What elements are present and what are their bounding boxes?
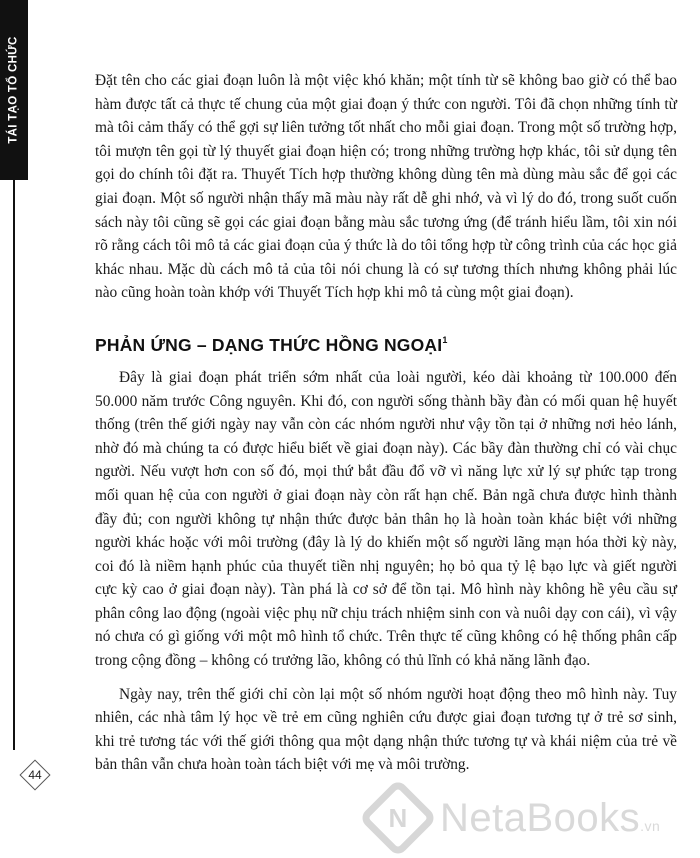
publisher-watermark	[362, 786, 697, 850]
section-heading-text: PHẢN ỨNG – DẠNG THỨC HỒNG NGOẠI	[95, 334, 443, 355]
page-number-badge	[20, 760, 50, 790]
body-paragraph-2: Ngày nay, trên thế giới chỉ còn lại một số nhóm người hoạt động theo mô hình này. Tuy nhiên, các nhà tâm lý học về trẻ em cũng nghiên cứu được giai đoạn tương tự ở trẻ sơ sinh, khi trẻ tương tác với thế giới thông qua một dạng nhận thức tương tự và khái niệm của trẻ về bản thân vẫn chưa hoàn toàn tách biệt với mẹ và môi trường.	[95, 685, 677, 774]
running-title	[0, 0, 28, 180]
intro-paragraph: Đặt tên cho các giai đoạn luôn là một việc khó khăn; một tính từ sẽ không bao giờ có thể bao hàm được tất cả thực tế chung của một giai đoạn ý thức con người. Tôi đã chọn những tính từ mà tôi cảm thấy có thể gợi sự liên tưởng tốt nhất cho mỗi giai đoạn. Trong một số trường hợp, tôi mượn tên gọi từ lý thuyết giai đoạn hiện có; trong những trường hợp khác, tôi sử dụng tên gọi do chính tôi đặt ra. Thuyết Tích hợp thường không dùng tên mà dùng màu sắc để gọi các giai đoạn. Một số người nhận thấy mã màu này rất dễ ghi nhớ, và vì lý do đó, trong suốt cuốn sách này tôi cũng sẽ gọi các giai đoạn bằng màu sắc tương ứng (để tránh hiểu lầm, tôi xin nói rõ rằng cách tôi mô tả các giai đoạn của ý thức là do tôi tổng hợp từ công trình của các học giả khác nhau. Mặc dù cách mô tả của tôi nói chung là có sự tương thích nhưng không phải lúc nào cũng hoàn toàn khớp với Thuyết Tích hợp khi mô tả cùng một giai đoạn).	[95, 72, 677, 302]
section-heading	[95, 335, 677, 356]
watermark-suffix: .vn	[640, 817, 661, 834]
running-title-text: TÁI TẠO TỔ CHỨC	[8, 36, 20, 144]
body-paragraph-1: Đây là giai đoạn phát triển sớm nhất của loài người, kéo dài khoảng từ 100.000 đến 50.000 năm trước Công nguyên. Khi đó, con người sống thành bầy đàn có mối quan hệ huyết thống (trên thế giới ngày nay vẫn còn các nhóm người như vậy tồn tại ở những nơi hẻo lánh, nhờ đó mà chúng ta có được hiểu biết về giai đoạn này). Các bầy đàn thường chỉ có vài chục người. Nếu vượt hơn con số đó, mọi thứ bắt đầu đổ vỡ vì năng lực xử lý sự phức tạp trong mối quan hệ của con người ở giai đoạn này còn rất hạn chế. Bản ngã chưa được hình thành đầy đủ; con người không tự nhận thức được bản thân họ là hoàn toàn khác biệt với những người khác hoặc với môi trường (đây là lý do khiến một số người lãng mạn hóa thời kỳ này, coi đó là niềm hạnh phúc của thuyết tiền nhị nguyên; họ bỏ qua tỷ lệ bạo lực và giết người cực kỳ cao ở giai đoạn này). Tàn phá là cơ sở để tồn tại. Mô hình này không hề yêu cầu sự phân công lao động (ngoài việc phụ nữ chịu trách nhiệm sinh con và nuôi dạy con cái), vì vậy nó chưa có gì giống với một mô hình tổ chức. Trên thực tế cũng không có hệ thống phân cấp trong cộng đồng – không có trưởng lão, không có thủ lĩnh có khả năng lãnh đạo.	[95, 368, 677, 670]
footnote-marker: 1	[442, 334, 448, 345]
watermark-brand: NetaBooks	[440, 795, 641, 840]
page-number: 44	[28, 768, 42, 782]
margin-rule	[13, 180, 15, 750]
netabooks-logo-icon	[358, 778, 437, 857]
page-body	[95, 69, 677, 777]
watermark-text	[440, 796, 660, 841]
logo-letter: N	[388, 802, 408, 833]
